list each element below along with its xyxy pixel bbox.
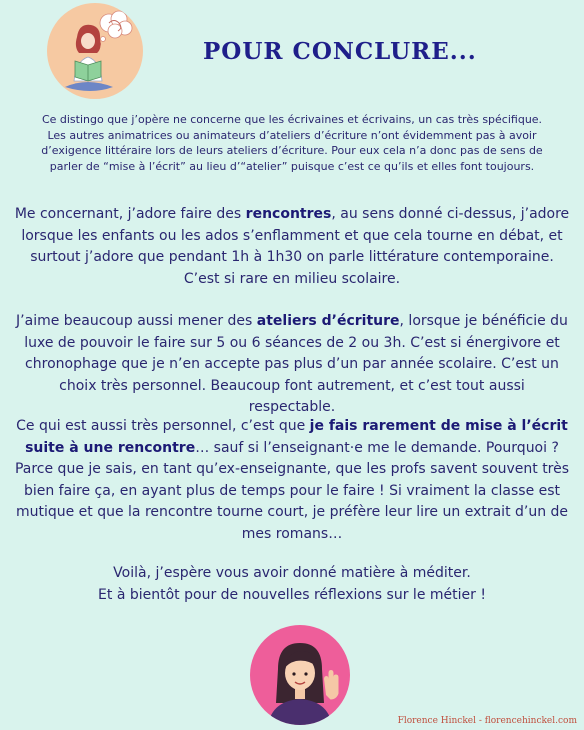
closing-text [14, 563, 570, 606]
intro-paragraph: Ce distingo que j’opère ne concerne que les écrivaines et écrivains, un cas très spécifique. Les autres animatrices ou animateurs d’ateliers d’écriture n’ont évidemment pas à avoir d’exigence littéraire lors de leurs ateliers d’écriture. Pour eux cela n’a donc pas de sens de parler de “mise à l’écrit” au lieu d’“atelier” puisque c’est ce qu’ils et elles font toujours. [41, 113, 543, 173]
closing-line-1: Voilà, j’espère vous avoir donné matière à méditer. [113, 565, 471, 581]
page-title: POUR CONCLURE... [203, 38, 477, 65]
author-credit: Florence Hinckel - florencehinckel.com [397, 716, 577, 726]
mise-a-lecrit-highlight: je fais rarement de mise à l’écrit suite à une rencontre [25, 418, 568, 456]
ateliers-highlight: ateliers d’écriture [256, 313, 400, 329]
ateliers-paragraph: J’aime beaucoup aussi mener des ateliers d’écriture, lorsque je bénéficie du luxe de pouvoir le faire sur 5 ou 6 séances de 2 ou 3h. C’est si énergivore et chronophage que je n’en accepte pas plus d’un par année scolaire. C’est un choix très personnel. Beaucoup font autrement, et c’est tout aussi respectable. [16, 313, 568, 415]
closing-line-2: Et à bientôt pour de nouvelles réflexions sur le métier ! [98, 586, 486, 603]
woman-waving-icon [250, 625, 350, 725]
mise-a-lecrit-paragraph: Ce qui est aussi très personnel, c’est que je fais rarement de mise à l’écrit suite à une rencontre… sauf si l’enseignant·e me le demande. Pourquoi ? Parce que je sais, en tant qu’ex-enseignante, que les profs savent souvent très bien faire ça, en ayant plus de temps pour le faire ! Si vraiment la classe est mutique et que la rencontre tourne court, je préfère leur lire un extrait d’un de mes romans… [14, 418, 570, 542]
rencontres-highlight: rencontres [245, 206, 332, 222]
author-avatar [250, 625, 350, 725]
woman-reading-illustration [47, 3, 143, 99]
woman-reading-icon [47, 3, 143, 99]
rencontres-paragraph: Me concernant, j’adore faire des rencontres, au sens donné ci-dessus, j’adore lorsque les enfants ou les ados s’enflamment et que cela tourne en débat, et surtout j’adore que pendant 1h à 1h30 on parle littérature contemporaine. C’est si rare en milieu scolaire. [14, 206, 570, 287]
